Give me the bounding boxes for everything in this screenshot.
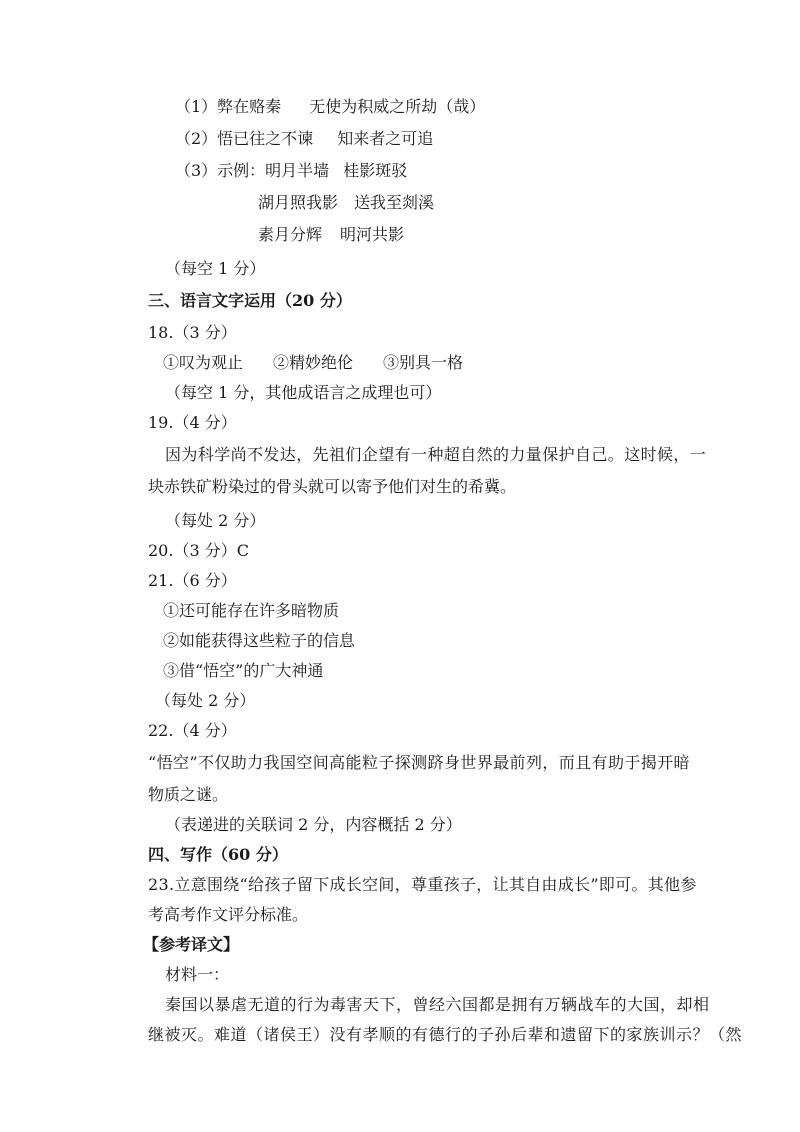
q17-line-3	[175, 161, 407, 181]
translation-text-line-1: 秦国以暴虐无道的行为毒害天下，曾经六国都是拥有万辆战车的大国，却相	[165, 995, 710, 1014]
q22-note: （表递进的关联词 2 分，内容概括 2 分）	[165, 815, 462, 834]
q18-answer-2: ②精妙绝伦	[273, 353, 354, 372]
q17-line-2-a: （2）悟已往之不谏	[175, 129, 314, 148]
q17-line-5-a: 素月分辉	[258, 225, 323, 244]
q19-text-line-1: 因为科学尚不发达，先祖们企望有一种超自然的力量保护自己。这时候，一	[165, 445, 707, 464]
translation-text-line-2: 继被灭。难道（诸侯王）没有孝顺的有德行的子孙后辈和遗留下的家族训示？（然	[148, 1025, 743, 1044]
q22-text-line-1: “悟空”不仅助力我国空间高能粒子探测跻身世界最前列，而且有助于揭开暗	[148, 753, 690, 772]
q19-text-line-2: 块赤铁矿粉染过的骨头就可以寄予他们对生的希冀。	[148, 477, 517, 496]
q18-answer-1: ①叹为观止	[163, 353, 244, 372]
q17-line-4	[258, 193, 434, 213]
q21-answer-1: ①还可能存在许多暗物质	[163, 601, 340, 620]
q17-line-3-a: （3）示例：明月半墙	[175, 161, 330, 180]
q20-heading: 20.（3 分）C	[148, 541, 249, 560]
q17-line-1-a: （1）弊在赂秦	[175, 97, 282, 116]
q21-note: （每处 2 分）	[155, 691, 256, 710]
q18-answers	[163, 353, 463, 373]
section-4-heading: 四、写作（60 分）	[148, 845, 288, 864]
q23-text-line-1: 23.立意围绕“给孩子留下成长空间，尊重孩子，让其自由成长”即可。其他参	[148, 875, 697, 894]
q22-text-line-2: 物质之谜。	[148, 785, 229, 804]
q18-answer-3: ③别具一格	[383, 353, 464, 372]
section-3-heading: 三、语言文字运用（20 分）	[148, 291, 352, 310]
translation-material-label: 材料一：	[165, 965, 230, 984]
q17-line-2	[175, 129, 433, 149]
q17-line-1-b: 无使为积威之所劫（哉）	[309, 97, 486, 116]
q18-heading: 18.（3 分）	[148, 323, 237, 342]
q17-line-5-b: 明河共影	[340, 225, 405, 244]
q19-note: （每处 2 分）	[165, 511, 266, 530]
q22-heading: 22.（4 分）	[148, 721, 237, 740]
translation-heading: 【参考译文】	[143, 935, 240, 954]
q17-note: （每空 1 分）	[165, 259, 266, 278]
q21-heading: 21.（6 分）	[148, 571, 237, 590]
q23-text-line-2: 考高考作文评分标准。	[148, 905, 309, 924]
q21-answer-3: ③借“悟空”的广大神通	[163, 661, 324, 680]
q17-line-4-b: 送我至剡溪	[354, 193, 435, 212]
q17-line-2-b: 知来者之可追	[337, 129, 434, 148]
q17-line-3-b: 桂影斑驳	[343, 161, 408, 180]
q17-line-1	[175, 97, 485, 117]
q17-line-5	[258, 225, 404, 245]
q17-line-4-a: 湖月照我影	[258, 193, 339, 212]
q21-answer-2: ②如能获得这些粒子的信息	[163, 631, 356, 650]
q19-heading: 19.（4 分）	[148, 413, 237, 432]
q18-note: （每空 1 分，其他成语言之成理也可）	[165, 383, 442, 402]
